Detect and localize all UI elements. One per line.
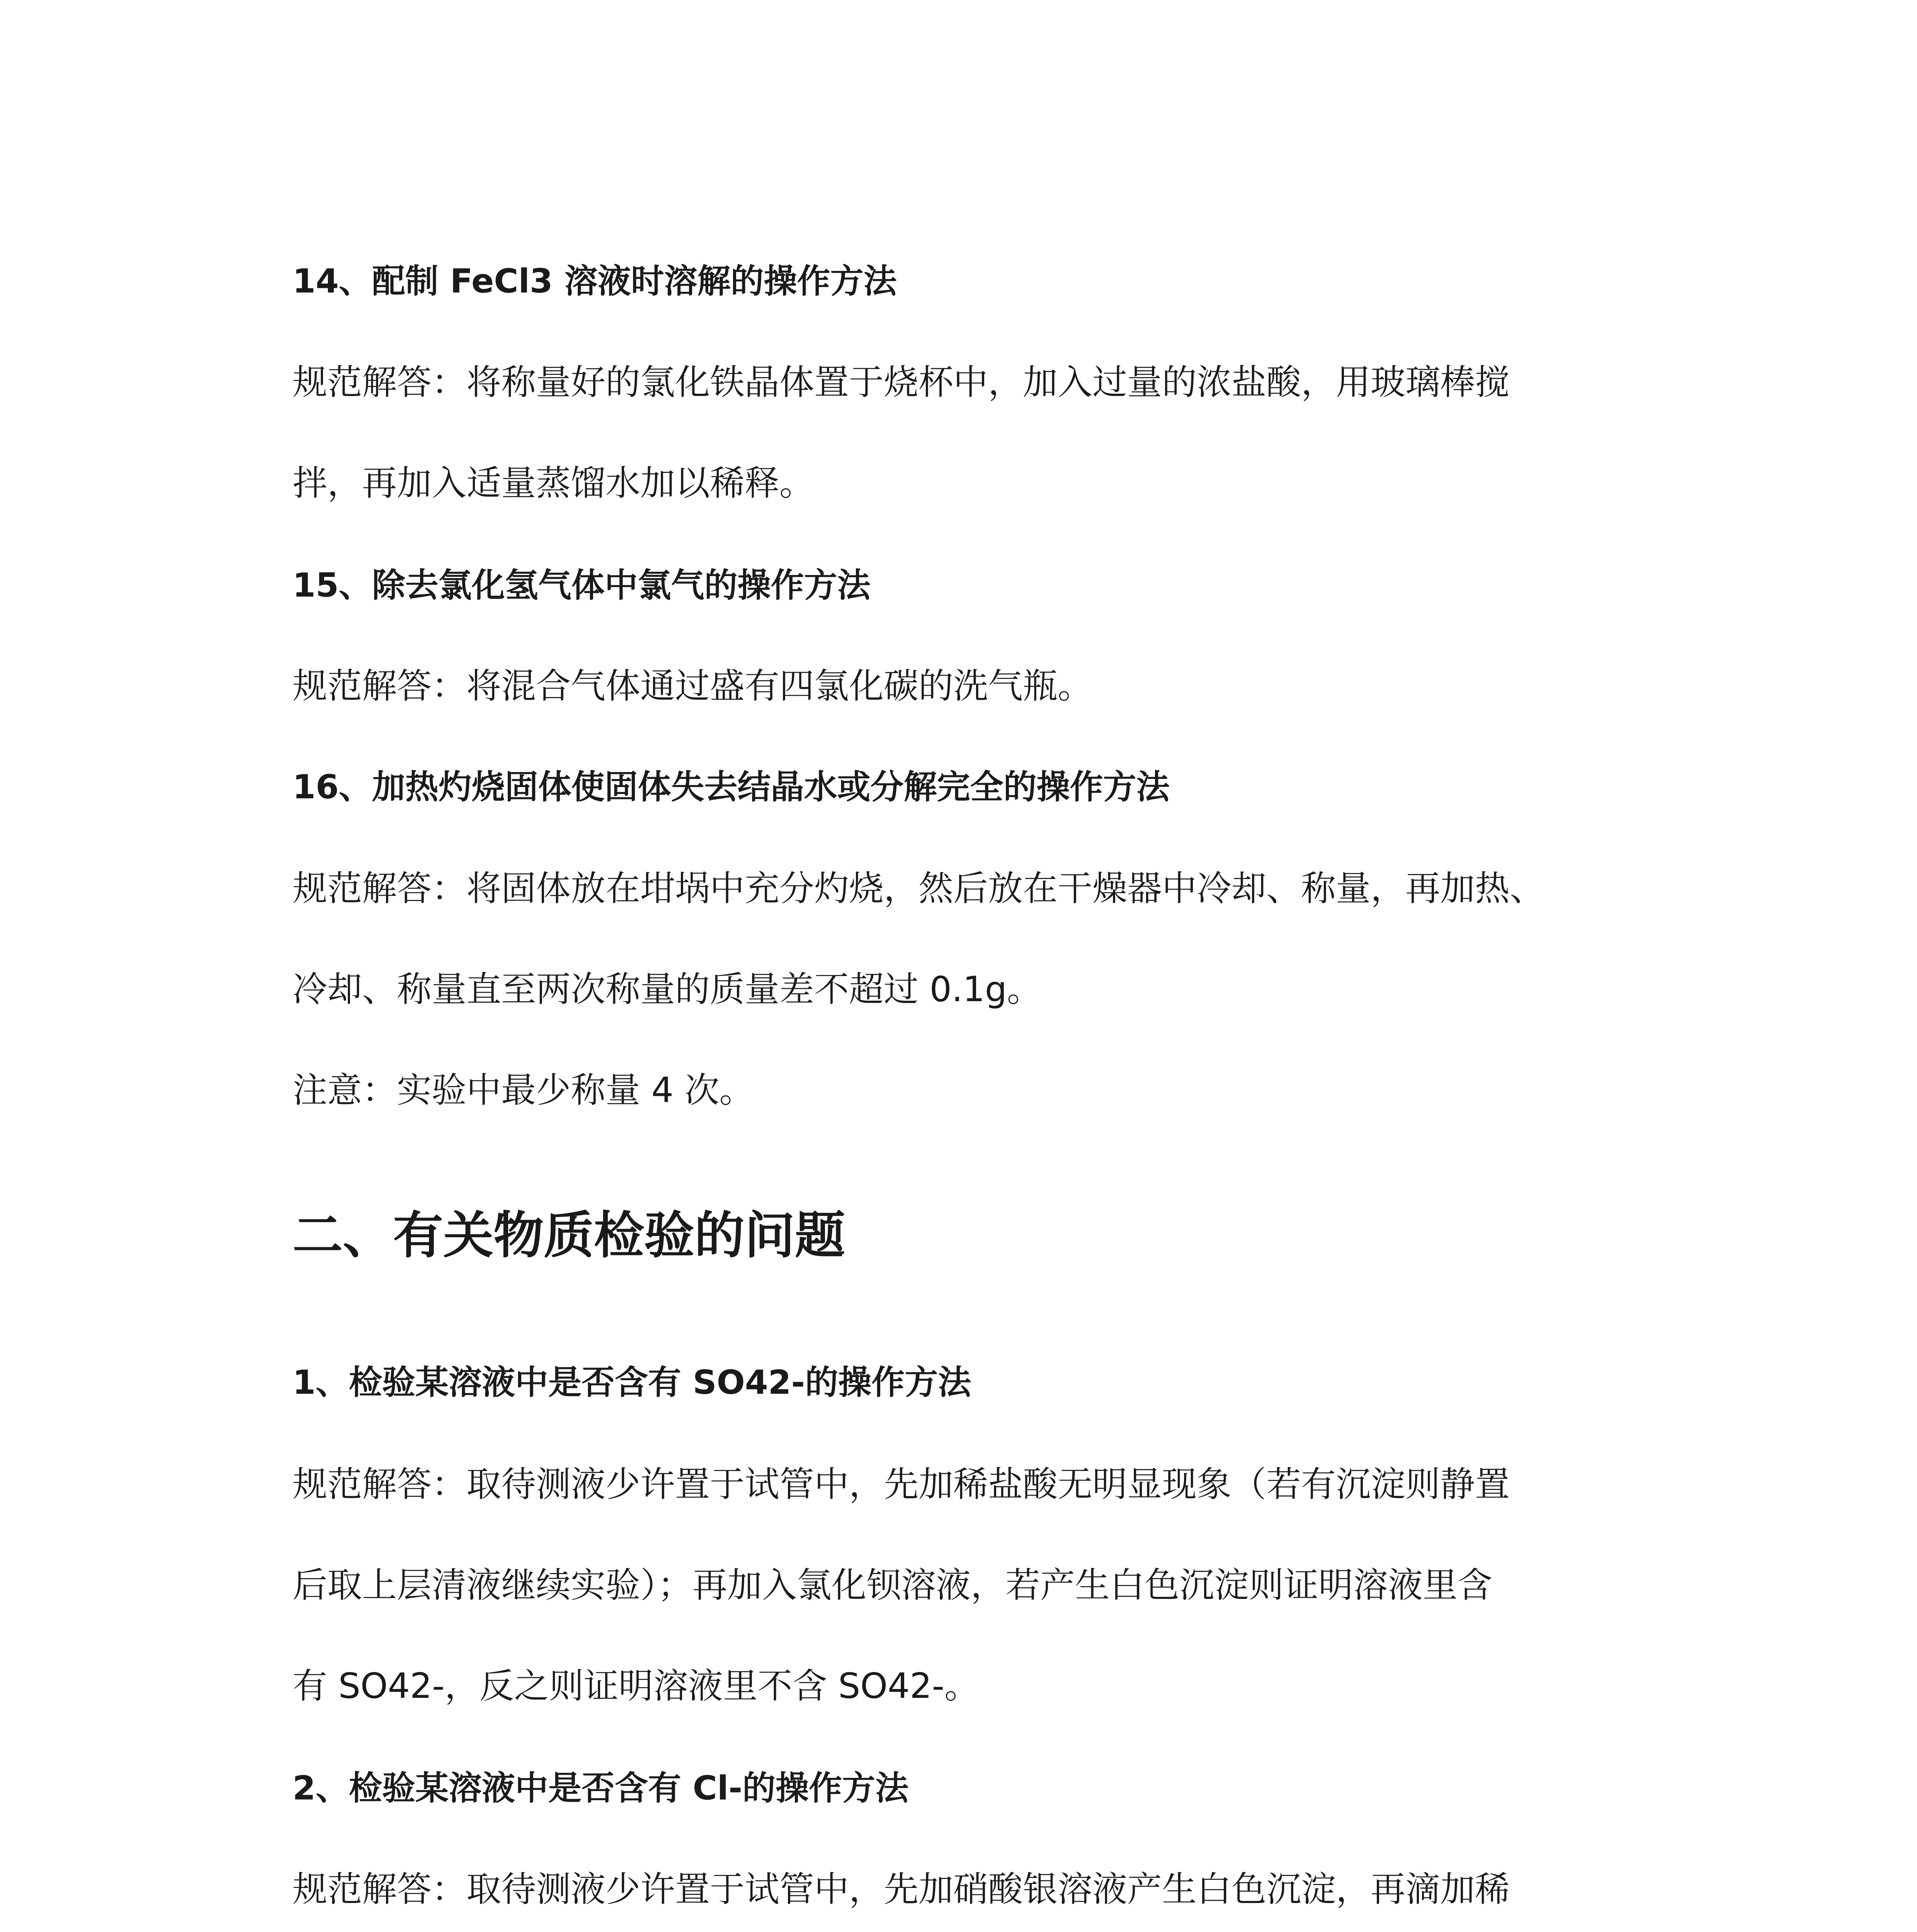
item-15-answer: 规范解答：将混合气体通过盛有四氯化碳的洗气瓶。 [293, 666, 1092, 706]
answer-line: 规范解答：取待测液少许置于试管中，先加稀盐酸无明显现象（若有沉淀则静置 [293, 1464, 1510, 1505]
item-14-answer [293, 359, 1637, 507]
answer-line: 规范解答：将固体放在坩埚中充分灼烧，然后放在干燥器中冷却、称量，再加热、 [293, 868, 1544, 909]
item-1-answer [293, 1461, 1637, 1709]
answer-line: 有 SO42-，反之则证明溶液里不含 SO42-。 [293, 1666, 980, 1706]
item-15-title: 15、除去氯化氢气体中氯气的操作方法 [293, 566, 871, 605]
item-2-title: 2、检验某溶液中是否含有 Cl-的操作方法 [293, 1769, 909, 1808]
item-16-note: 注意：实验中最少称量 4 次。 [293, 1070, 754, 1111]
answer-line: 冷却、称量直至两次称量的质量差不超过 0.1g。 [293, 969, 1042, 1010]
section-heading: 二、有关物质检验的问题 [293, 1206, 845, 1265]
item-16-answer [293, 866, 1637, 1013]
item-1-title: 1、检验某溶液中是否含有 SO42-的操作方法 [293, 1363, 971, 1402]
item-14-title: 14、配制 FeCl3 溶液时溶解的操作方法 [293, 262, 897, 301]
item-2-answer [293, 1866, 1637, 1932]
answer-line: 拌，再加入适量蒸馏水加以稀释。 [293, 463, 814, 503]
answer-line: 规范解答：取待测液少许置于试管中，先加硝酸银溶液产生白色沉淀，再滴加稀 [293, 1869, 1510, 1910]
answer-line: 规范解答：将称量好的氯化铁晶体置于烧杯中，加入过量的浓盐酸，用玻璃棒搅 [293, 362, 1510, 403]
answer-line: 后取上层清液继续实验）；再加入氯化钡溶液，若产生白色沉淀则证明溶液里含 [293, 1565, 1492, 1605]
item-16-title: 16、加热灼烧固体使固体失去结晶水或分解完全的操作方法 [293, 768, 1170, 806]
